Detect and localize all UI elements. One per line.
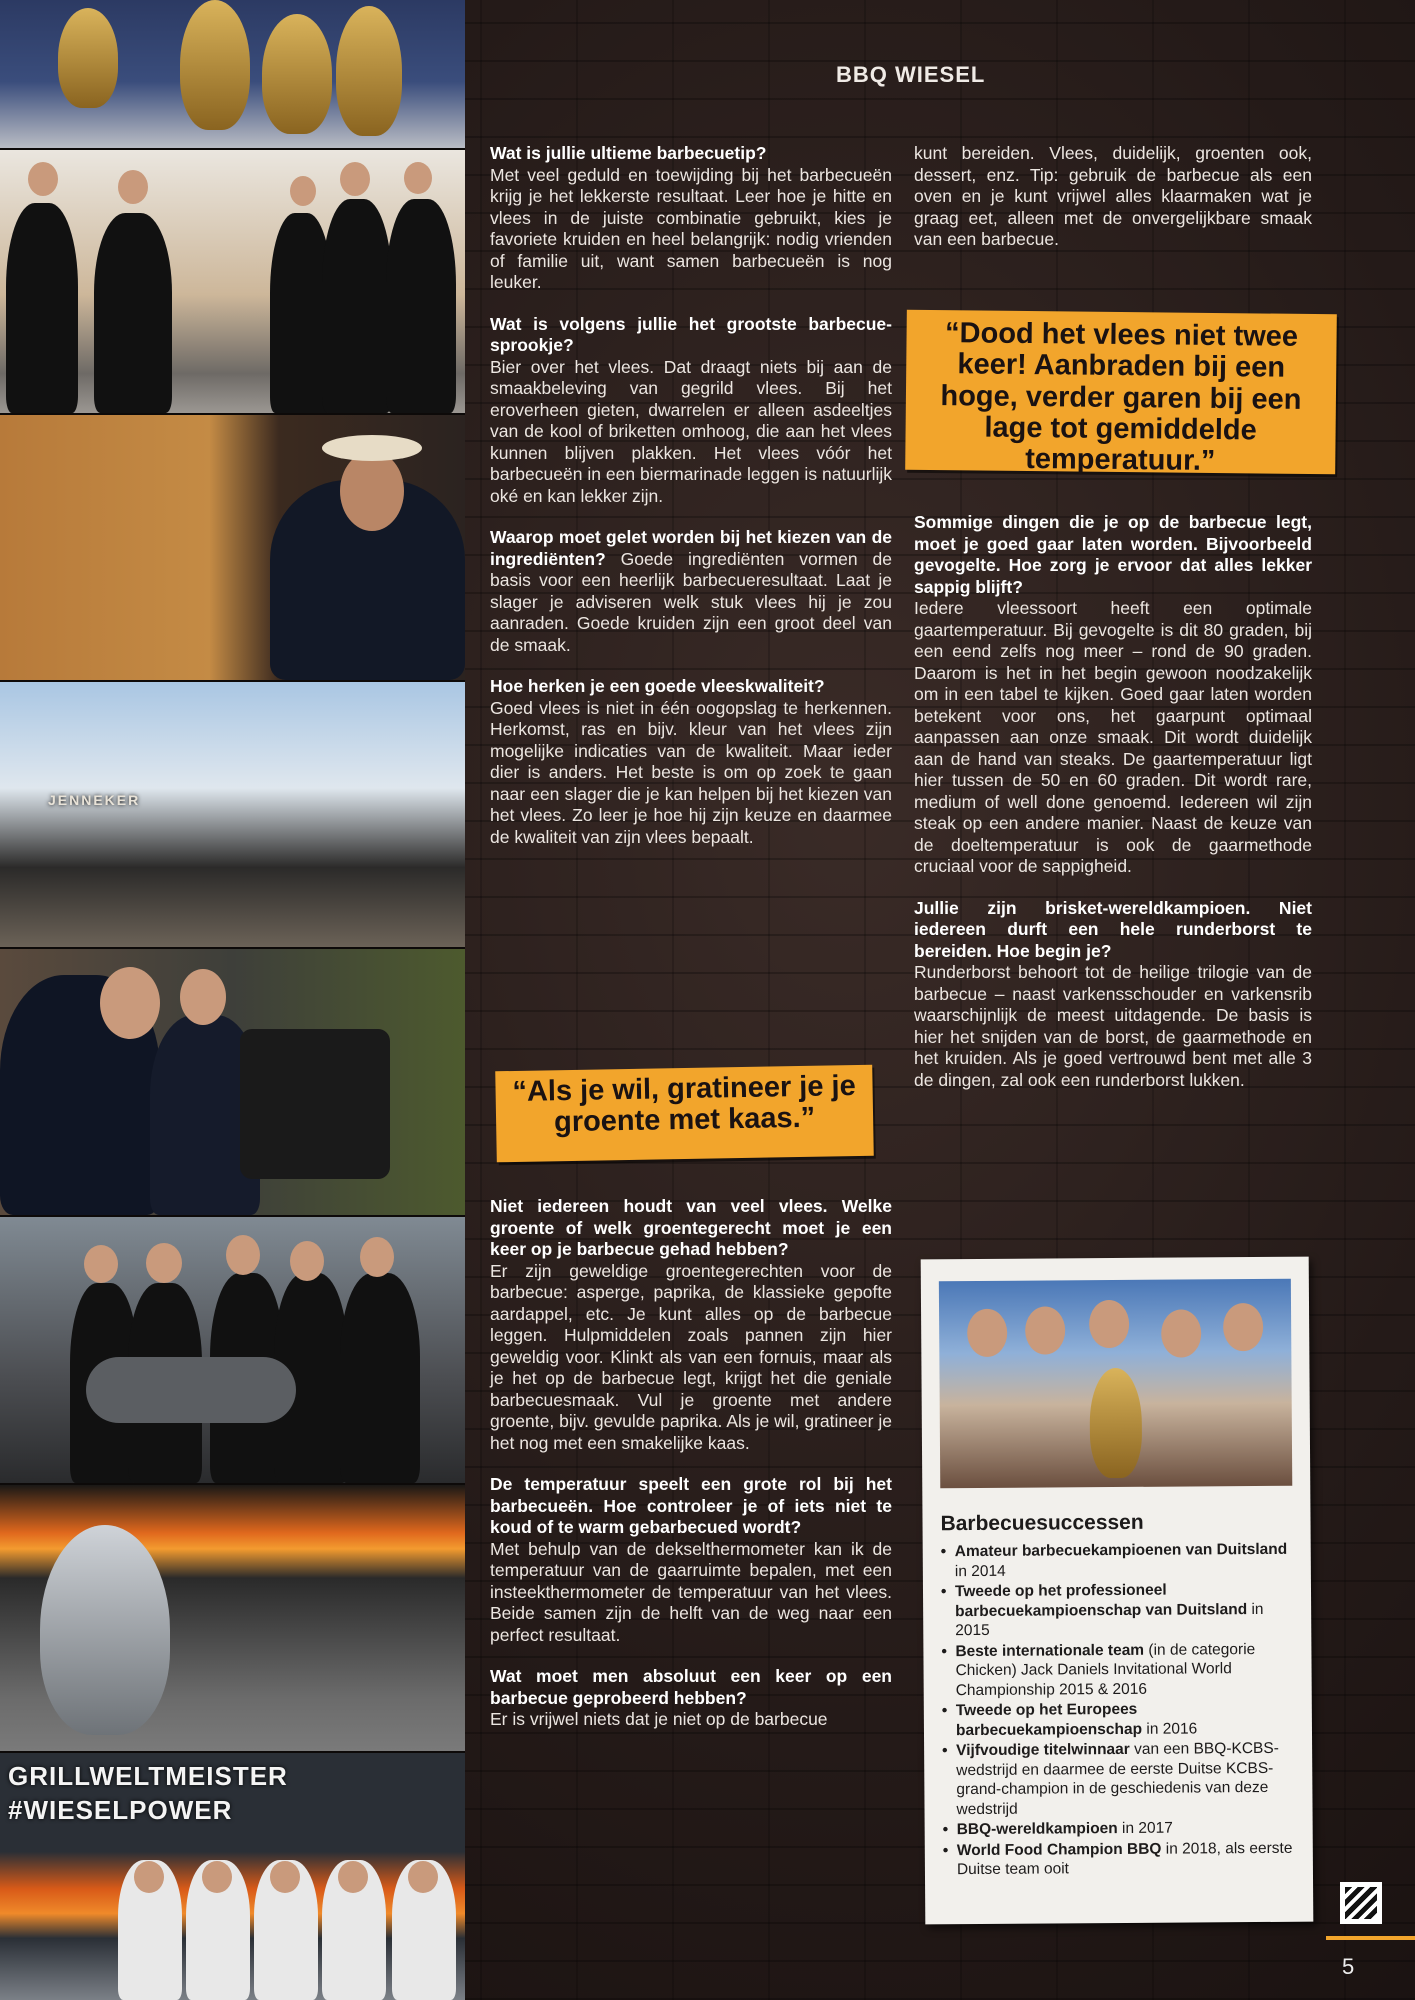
- list-item: • Tweede op het Europees barbecuekampioenschap in 2016: [942, 1699, 1294, 1740]
- qa-block: [490, 314, 892, 508]
- list-item: • Vijfvoudige titelwinnaar van een BBQ-KCBS-wedstrijd en daarmee de eerste Duitse KCBS-grand-champion in de geschiedenis van deze wedstrijd: [942, 1739, 1295, 1819]
- answer: Runderborst behoort tot de heilige trilogie van de barbecue – naast varkensschouder en varkensrib waarschijnlijk de meest uitdagende. De basis is hier het snijden van de borst, de gaarmethode en het kruiden. Als je goed vertrouwd bent met alle 3 de dingen, zal ook een runderborst lukken.: [914, 962, 1312, 1090]
- qa-block: [914, 898, 1312, 1092]
- trophy-icon: [40, 1525, 170, 1735]
- trophy-icon: [336, 6, 402, 136]
- question: Sommige dingen die je op de barbecue legt, moet je goed gaar laten worden. Bijvoorbeeld gevogelte. Hoe zorg je ervoor dat alles lekker sappig blijft?: [914, 512, 1312, 597]
- publisher-logo-icon: [1340, 1882, 1382, 1924]
- question: Wat is volgens jullie het grootste barbecue-sprookje?: [490, 313, 892, 355]
- answer: Met veel geduld en toewijding bij het barbecueën krijg je het lekkerste resultaat. Leer hoe je hitte en vlees in de juiste combinatie gebruikt, kies je favoriete kruiden en heel belangrijk: nodig vrienden of familie uit, want samen barbecueën is nog leuker.: [490, 164, 892, 292]
- answer: Er is vrijwel niets dat je niet op de barbecue: [490, 1709, 828, 1729]
- answer: Goed vlees is niet in één oogopslag te herkennen. Herkomst, ras en bijv. kleur van het vlees zijn mogelijke indicaties van de kwaliteit. Maar ieder dier is anders. Het beste is om op zoek te gaan naar een slager die je kan helpen bij het kiezen van het vlees. Zo leer je hoe hij zijn keuze en daarmee de kwaliteit van zijn vlees bepaalt.: [490, 697, 892, 847]
- qa-block: [490, 1474, 892, 1646]
- pull-quote: “Dood het vlees niet twee keer! Aanbraden bij een hoge, verder garen bij een lage tot gemiddelde temperatuur.”: [905, 310, 1337, 474]
- page-number-bar: [1326, 1936, 1415, 1940]
- question: Waarop moet gelet worden bij het kiezen van de ingrediënten?: [490, 527, 892, 569]
- answer: Er zijn geweldige groentegerechten voor de barbecue: asperge, paprika, de klassieke gepofte aardappel, etc. Je kunt alles op de barbecue leggen. Hulpmiddelen zoals pannen zijn hier geweldig voor. Klinkt als van een fornuis, maar als je het op de barbecue legt, krijgt het die geniale barbecuesmaak. Vul je groente met andere groente, bijv. gevulde paprika. Als je wil, gratineer je het nog met een smakelijke kaas.: [490, 1260, 892, 1453]
- answer: Iedere vleessoort heeft een optimale gaartemperatuur. Bij gevogelte is dit 80 graden, bij een eend zelfs nog meer – rond de 90 graden. Daarom is het in het begin gewoon noodzakelijk om in een tabel te kijken. Goed gaar laten worden betekent voor ons, het gaarpunt optimaal aanpassen aan onze smaak. Dit wordt duidelijk aan de hand van steaks. De gaartemperatuur ligt hier tussen de 50 en 60 graden. Dit wordt rare, medium of well done genoemd. Iedereen wil zijn steak op een andere manier. Naast de keuze van de doeltemperatuur is ook de gaarmethode cruciaal voor de sappigheid.: [914, 598, 1312, 876]
- question: Jullie zijn brisket-wereldkampioen. Niet iedereen durft een hele runderborst te bereiden. Hoe begin je?: [914, 897, 1312, 961]
- list-item: • World Food Champion BBQ in 2018, als eerste Duitse team ooit: [943, 1838, 1295, 1879]
- photo-caption: GRILLWELTMEISTER #WIESELPOWER: [8, 1761, 288, 1825]
- photo-grilling: [0, 949, 465, 1215]
- question: Wat is jullie ultieme barbecuetip?: [490, 143, 767, 163]
- question: De temperatuur speelt een grote rol bij het barbecueën. Hoe controleer je of iets niet te koud of te warm gebarbecued wordt?: [490, 1474, 892, 1537]
- qa-block: [490, 527, 892, 656]
- pull-quote: “Als je wil, gratineer je je groente met kaas.”: [495, 1065, 874, 1163]
- photo-caption: JENNEKER: [48, 792, 141, 808]
- trophy-icon: [1089, 1368, 1142, 1478]
- photo-flame-trophy: [0, 1485, 465, 1751]
- photo-trophies: [0, 0, 465, 148]
- answer: Goede ingrediënten vormen de basis voor een heerlijk barbecueresultaat. Laat je slager je adviseren welk stuk vlees hij je zou aanraden. Goede kruiden zijn een groot deel van de smaak.: [490, 548, 892, 655]
- qa-block: [490, 1196, 892, 1454]
- question: Niet iedereen houdt van veel vlees. Welke groente of welk groentegerecht moet je een keer op je barbecue gehad hebben?: [490, 1196, 892, 1259]
- answer: Met behulp van de dekselthermometer kan ik de temperatuur van de gaarruimte bepalen, met een insteekthermometer de temperatuur van het vlees. Beide samen zijn de helft van de weg naar een perfect resultaat.: [490, 1538, 892, 1645]
- question: Hoe herken je een goede vleeskwaliteit?: [490, 676, 825, 696]
- qa-block: [490, 1666, 892, 1731]
- photo-hat-man: [0, 415, 465, 680]
- answer-continued: kunt bereiden. Vlees, duidelijk, groenten ook, dessert, enz. Tip: gebruik de barbecue als een oven en je kunt vrijwel alles klaarmaken wat je graag eet, alleen met de onvergelijkbare smaak van een barbecue.: [914, 143, 1312, 249]
- column-right-lower: [914, 512, 1312, 1111]
- photo-tents: [0, 682, 465, 947]
- qa-block: [490, 143, 892, 294]
- photo-truck: [0, 1753, 465, 2000]
- qa-block: [914, 512, 1312, 878]
- card-title: Barbecuesuccessen: [940, 1510, 1144, 1536]
- trophy-icon: [58, 8, 118, 108]
- trophy-icon: [262, 14, 332, 134]
- successes-card: [921, 1257, 1314, 1925]
- question: Wat moet men absoluut een keer op een barbecue geprobeerd hebben?: [490, 1666, 892, 1708]
- photo-team-kitchen: [0, 150, 465, 413]
- qa-block: [490, 676, 892, 848]
- trophy-icon: [180, 0, 250, 130]
- list-item: • Amateur barbecuekampioenen van Duitsland in 2014: [941, 1540, 1293, 1581]
- page-header: BBQ WIESEL: [836, 62, 986, 87]
- team-trophy-photo: [939, 1279, 1292, 1488]
- list-item: • Beste internationale team (in de categorie Chicken) Jack Daniels Invitational World Championship 2015 & 2016: [941, 1639, 1293, 1700]
- page-number: 5: [1342, 1954, 1355, 1979]
- list-item: • Tweede op het professioneel barbecuekampioenschap van Duitsland in 2015: [941, 1580, 1293, 1641]
- successes-list: [941, 1540, 1295, 1880]
- column-left: [490, 143, 892, 868]
- photo-team-smoker: [0, 1217, 465, 1483]
- column-right: [914, 143, 1312, 271]
- list-item: • BBQ-wereldkampioen in 2017: [943, 1818, 1295, 1840]
- answer: Bier over het vlees. Dat draagt niets bij aan de smaakbeleving van gegrild vlees. Bij het eroverheen gieten, dwarrelen er alleen asdeeltjes van de kool of briketten omhoog, die aan het vlees kunnen blijven plakken. Het vlees vóór het barbecueën in een biermarinade leggen is natuurlijk oké en kan lekker zijn.: [490, 356, 892, 506]
- column-left-lower: [490, 1196, 892, 1751]
- photo-strip: [0, 0, 465, 2000]
